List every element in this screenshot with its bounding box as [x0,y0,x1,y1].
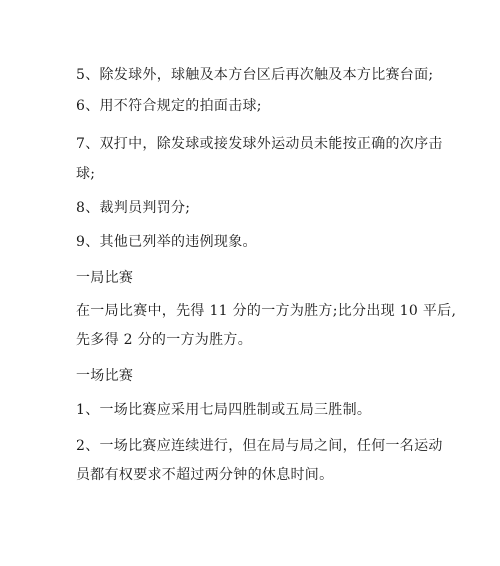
game-rule-line-1: 在一局比赛中，先得 11 分的一方为胜方;比分出现 10 平后, [76,303,457,319]
match-rule-2-line-1: 2、一场比赛应连续进行，但在局与局之间，任何一名运动 [76,438,443,454]
rule-7-continuation: 球; [76,166,96,182]
rule-9-line: 9、其他已列举的违例现象。 [76,234,257,250]
rule-8-line: 8、裁判员判罚分; [76,200,191,216]
game-rule-line-2: 先多得 2 分的一方为胜方。 [76,332,253,348]
section-heading-one-match: 一场比赛 [76,368,134,384]
match-rule-2-line-2: 员都有权要求不超过两分钟的休息时间。 [76,467,334,483]
match-rule-1-line: 1、一场比赛应采用七局四胜制或五局三胜制。 [76,402,372,418]
section-heading-one-game: 一局比赛 [76,270,134,286]
rule-5-line: 5、除发球外，球触及本方台区后再次触及本方比赛台面; [76,67,434,83]
rule-6-line-visible: 6、用不符合规定的拍面击球; [76,98,262,114]
rule-7-line: 7、双打中，除发球或接发球外运动员未能按正确的次序击 [76,136,443,152]
